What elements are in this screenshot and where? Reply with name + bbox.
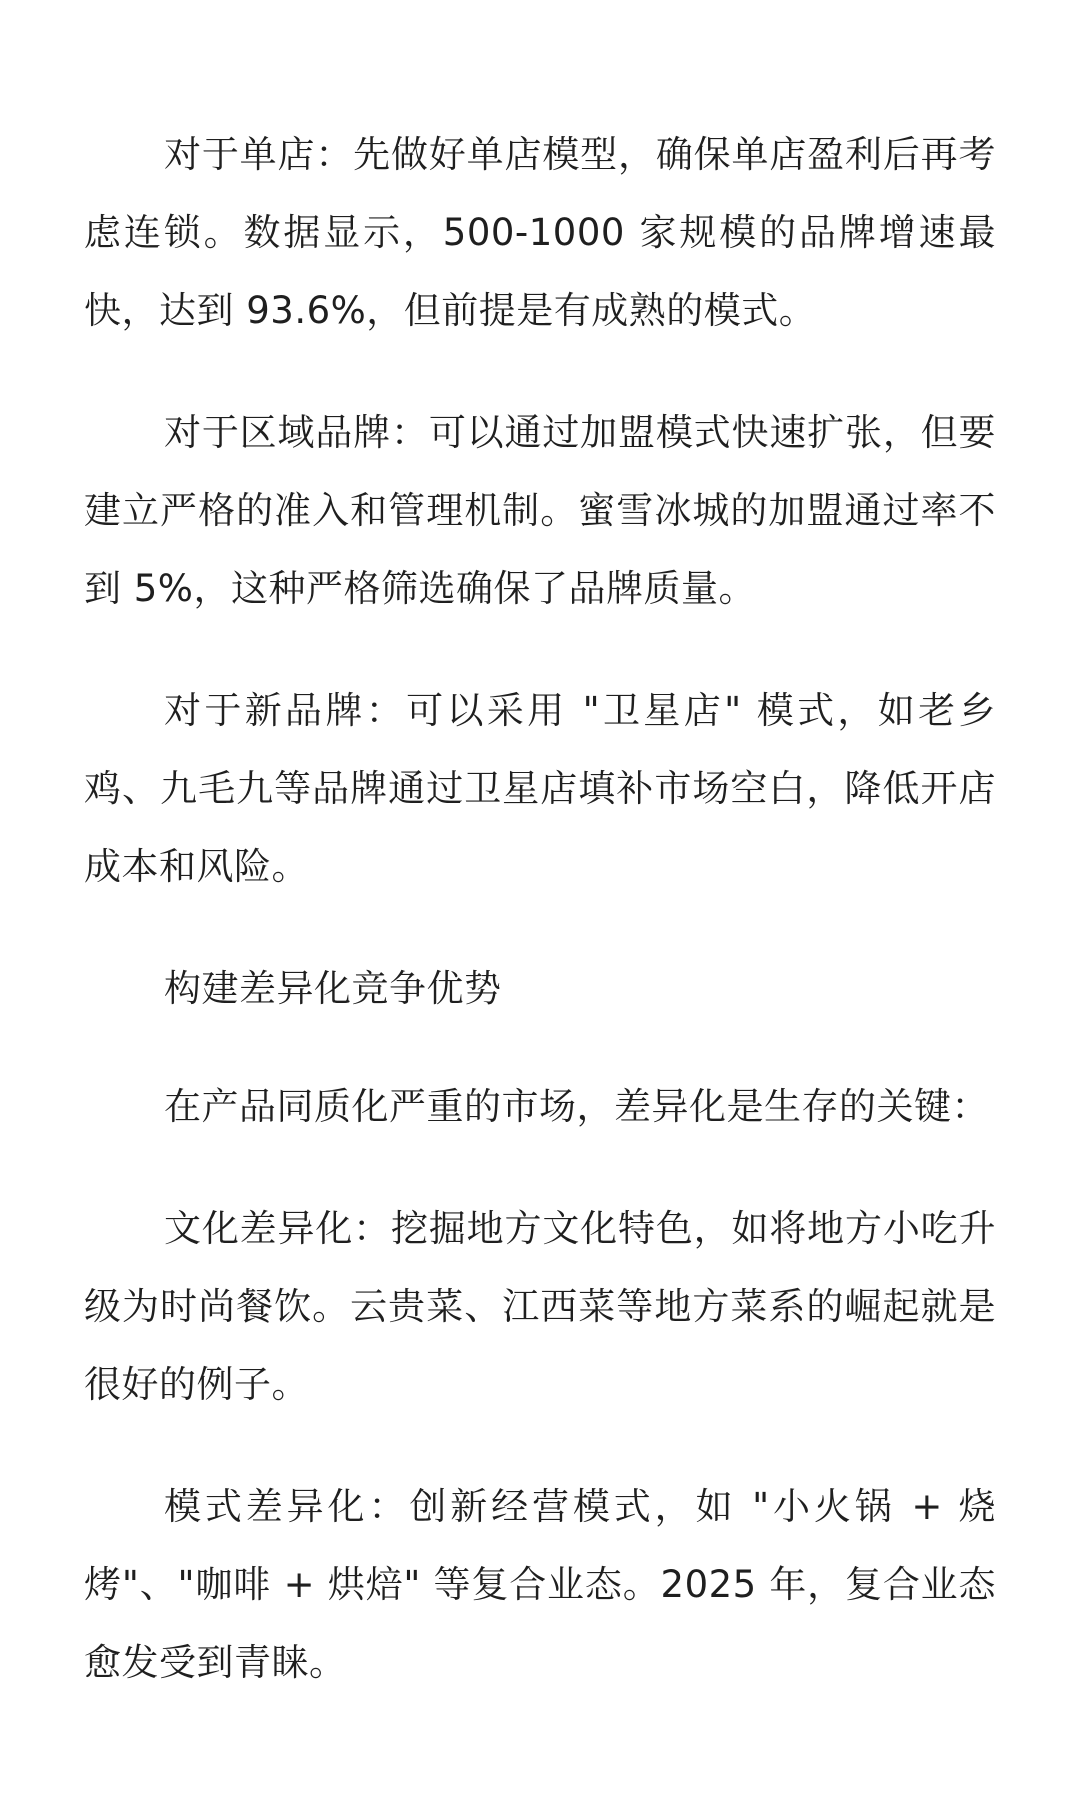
paragraph-cultural-differentiation: 文化差异化：挖掘地方文化特色，如将地方小吃升级为时尚餐饮。云贵菜、江西菜等地方菜系的崛起就是很好的例子。 bbox=[84, 1207, 996, 1406]
paragraph-new-brand: 对于新品牌：可以采用 "卫星店" 模式，如老乡鸡、九毛九等品牌通过卫星店填补市场空白，降低开店成本和风险。 bbox=[84, 689, 996, 888]
section-heading-differentiation: 构建差异化竞争优势 bbox=[164, 967, 502, 1010]
paragraph-differentiation-intro: 在产品同质化严重的市场，差异化是生存的关键： bbox=[164, 1085, 989, 1128]
paragraph-model-differentiation: 模式差异化：创新经营模式，如 "小火锅 + 烧烤"、"咖啡 + 烘焙" 等复合业态。2025 年，复合业态愈发受到青睐。 bbox=[84, 1485, 996, 1684]
paragraph-single-store: 对于单店：先做好单店模型，确保单店盈利后再考虑连锁。数据显示，500-1000 家规模的品牌增速最快，达到 93.6%，但前提是有成熟的模式。 bbox=[84, 133, 996, 332]
article-body bbox=[84, 116, 996, 1746]
paragraph-regional-brand: 对于区域品牌：可以通过加盟模式快速扩张，但要建立严格的准入和管理机制。蜜雪冰城的加盟通过率不到 5%，这种严格筛选确保了品牌质量。 bbox=[84, 411, 996, 610]
